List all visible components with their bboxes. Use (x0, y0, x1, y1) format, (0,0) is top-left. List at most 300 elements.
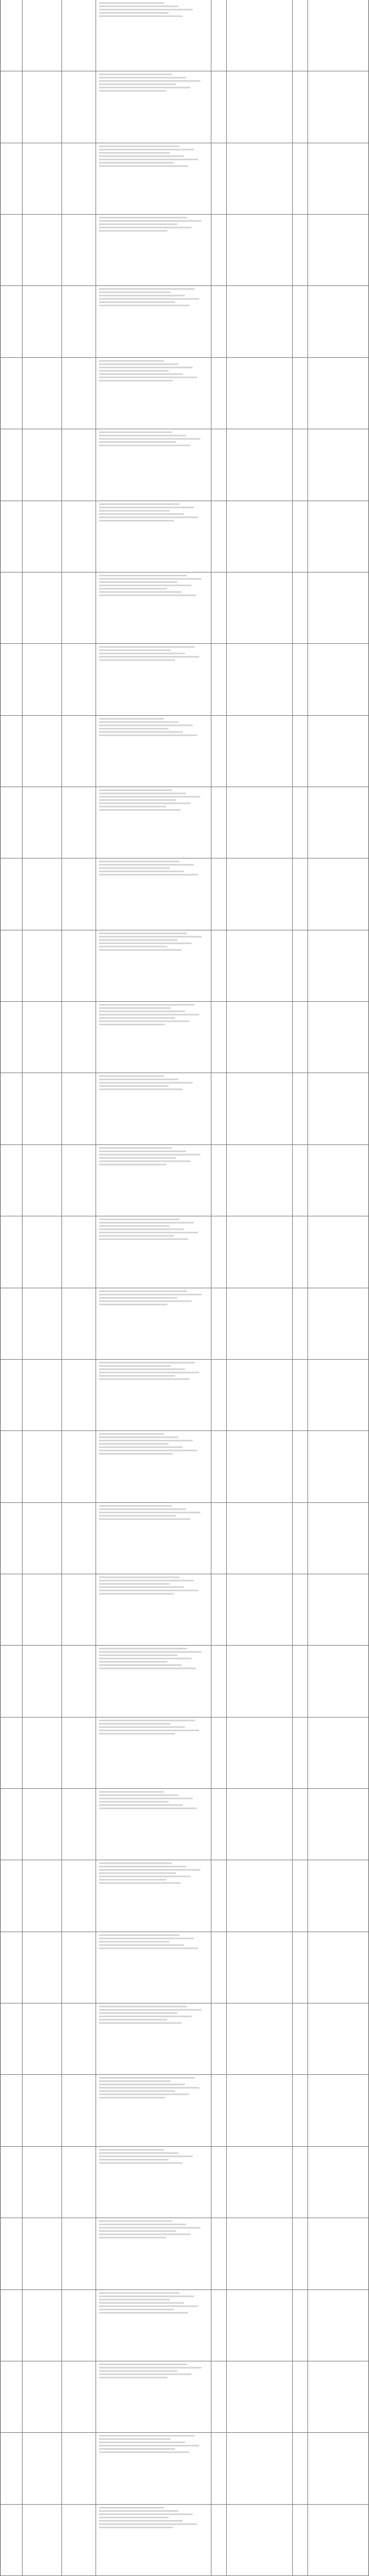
placeholder-line (99, 2022, 182, 2024)
placeholder-line (99, 796, 200, 798)
placeholder-line (99, 1378, 189, 1380)
spacer-cell (227, 2218, 293, 2289)
placeholder-line (99, 1720, 195, 1721)
placeholder-line (99, 1934, 180, 1936)
amount-cell (308, 2218, 369, 2289)
quantity-cell (293, 2003, 308, 2075)
specification-placeholder (96, 0, 211, 19)
specification-placeholder (96, 2218, 211, 2241)
placeholder-line (99, 1723, 171, 1725)
placeholder-line (99, 1222, 194, 1224)
placeholder-line (99, 2448, 175, 2450)
name-cell (62, 0, 96, 71)
quantity-cell (293, 1431, 308, 1502)
code-cell (23, 2505, 62, 2576)
placeholder-line (99, 2445, 199, 2446)
placeholder-line (99, 1576, 180, 1578)
placeholder-line (99, 2377, 167, 2378)
quantity-cell (293, 2290, 308, 2361)
code-cell (23, 787, 62, 858)
specification-placeholder (96, 1002, 211, 1028)
specification-cell (96, 1503, 211, 1574)
code-cell (23, 1932, 62, 2003)
placeholder-line (99, 1794, 178, 1796)
specification-cell (96, 358, 211, 429)
code-cell (23, 2003, 62, 2075)
specification-placeholder (96, 1789, 211, 1811)
amount-cell (308, 143, 369, 215)
placeholder-line (99, 12, 169, 14)
index-cell (1, 644, 23, 715)
quantity-cell (293, 2505, 308, 2576)
placeholder-line (99, 301, 175, 303)
unit-cell (211, 716, 227, 787)
specification-placeholder (96, 286, 211, 308)
amount-cell (308, 2433, 369, 2504)
code-cell (23, 2147, 62, 2218)
index-cell (1, 2505, 23, 2576)
placeholder-line (99, 649, 171, 651)
name-cell (62, 2075, 96, 2146)
placeholder-line (99, 2009, 202, 2011)
placeholder-line (99, 223, 177, 225)
placeholder-line (99, 871, 184, 872)
placeholder-line (99, 1368, 185, 1370)
specification-placeholder (96, 143, 211, 169)
index-cell (1, 1574, 23, 1646)
amount-cell (308, 1431, 369, 1502)
spacer-cell (227, 1718, 293, 1789)
placeholder-line (99, 591, 182, 593)
spacer-cell (227, 286, 293, 357)
spacer-cell (227, 358, 293, 429)
amount-cell (308, 858, 369, 930)
name-cell (62, 358, 96, 429)
placeholder-line (99, 2237, 166, 2238)
code-cell (23, 1646, 62, 1717)
unit-cell (211, 2003, 227, 2075)
placeholder-line (99, 2230, 176, 2232)
specification-placeholder (96, 2433, 211, 2455)
placeholder-line (99, 2233, 191, 2235)
specification-placeholder (96, 573, 211, 598)
placeholder-line (99, 1150, 186, 1152)
placeholder-line (99, 360, 164, 362)
name-cell (62, 1932, 96, 2003)
specification-placeholder (96, 1145, 211, 1168)
placeholder-line (99, 1882, 181, 1884)
index-cell (1, 1002, 23, 1073)
index-cell (1, 1932, 23, 2003)
spacer-cell (227, 2147, 293, 2218)
name-cell (62, 573, 96, 644)
unit-cell (211, 1718, 227, 1789)
quantity-cell (293, 286, 308, 357)
spacer-cell (227, 1932, 293, 2003)
code-cell (23, 0, 62, 71)
name-cell (62, 143, 96, 215)
placeholder-line (99, 1938, 194, 1939)
placeholder-line (99, 155, 184, 157)
placeholder-line (99, 1862, 172, 1864)
code-cell (23, 429, 62, 501)
index-cell (1, 858, 23, 930)
specification-cell (96, 71, 211, 143)
spacer-cell (227, 143, 293, 215)
name-cell (62, 1360, 96, 1431)
placeholder-line (99, 2451, 189, 2453)
placeholder-line (99, 1164, 166, 1165)
amount-cell (308, 716, 369, 787)
specification-cell (96, 930, 211, 1002)
placeholder-line (99, 946, 167, 947)
specification-cell (96, 501, 211, 573)
placeholder-line (99, 2077, 195, 2079)
specification-cell (96, 1860, 211, 1932)
name-cell (62, 1860, 96, 1932)
placeholder-line (99, 520, 174, 521)
name-cell (62, 2433, 96, 2504)
placeholder-line (99, 789, 172, 791)
placeholder-line (99, 2224, 186, 2225)
placeholder-line (99, 2149, 164, 2151)
spacer-cell (227, 644, 293, 715)
spacer-cell (227, 1574, 293, 1646)
spacer-cell (227, 1503, 293, 1574)
specification-placeholder (96, 215, 211, 234)
amount-cell (308, 1216, 369, 1288)
amount-cell (308, 2290, 369, 2361)
placeholder-line (99, 936, 202, 938)
specification-cell (96, 1574, 211, 1646)
placeholder-line (99, 145, 180, 147)
placeholder-line (99, 861, 180, 862)
placeholder-line (99, 1232, 198, 1233)
unit-cell (211, 1288, 227, 1360)
placeholder-line (99, 2302, 184, 2304)
specification-placeholder (96, 1574, 211, 1597)
spacer-cell (227, 501, 293, 573)
index-cell (1, 2147, 23, 2218)
unit-cell (211, 787, 227, 858)
name-cell (62, 787, 96, 858)
name-cell (62, 1503, 96, 1574)
placeholder-line (99, 585, 192, 586)
specification-placeholder (96, 716, 211, 738)
placeholder-line (99, 80, 200, 82)
name-cell (62, 2003, 96, 2075)
index-cell (1, 787, 23, 858)
name-cell (62, 716, 96, 787)
placeholder-line (99, 1014, 199, 1015)
specification-placeholder (96, 2147, 211, 2166)
placeholder-line (99, 728, 169, 729)
code-cell (23, 716, 62, 787)
quantity-cell (293, 1646, 308, 1717)
placeholder-line (99, 1147, 172, 1149)
unit-cell (211, 644, 227, 715)
amount-cell (308, 1073, 369, 1144)
amount-cell (308, 1574, 369, 1646)
index-cell (1, 1288, 23, 1360)
placeholder-line (99, 74, 172, 75)
unit-cell (211, 215, 227, 286)
quantity-cell (293, 215, 308, 286)
unit-cell (211, 2218, 227, 2289)
placeholder-line (99, 867, 170, 869)
placeholder-line (99, 162, 174, 164)
specification-cell (96, 2433, 211, 2504)
code-cell (23, 1574, 62, 1646)
name-cell (62, 1002, 96, 1073)
quantity-cell (293, 1360, 308, 1431)
quantity-cell (293, 2433, 308, 2504)
unit-cell (211, 0, 227, 71)
code-cell (23, 2218, 62, 2289)
placeholder-line (99, 1450, 197, 1451)
specification-placeholder (96, 1503, 211, 1522)
placeholder-line (99, 656, 199, 658)
code-cell (23, 2075, 62, 2146)
placeholder-line (99, 1515, 176, 1517)
spacer-cell (227, 2433, 293, 2504)
amount-cell (308, 573, 369, 644)
placeholder-line (99, 1300, 192, 1302)
quantity-cell (293, 0, 308, 71)
placeholder-line (99, 1872, 176, 1874)
index-cell (1, 716, 23, 787)
unit-cell (211, 1860, 227, 1932)
specification-cell (96, 2003, 211, 2075)
placeholder-line (99, 441, 176, 443)
placeholder-line (99, 1654, 177, 1656)
placeholder-line (99, 1944, 184, 1946)
code-cell (23, 358, 62, 429)
specification-cell (96, 1932, 211, 2003)
name-cell (62, 2218, 96, 2289)
code-cell (23, 215, 62, 286)
quantity-cell (293, 358, 308, 429)
spacer-cell (227, 0, 293, 71)
specification-cell (96, 573, 211, 644)
placeholder-line (99, 2152, 178, 2154)
placeholder-line (99, 1011, 185, 1012)
placeholder-line (99, 380, 173, 381)
placeholder-line (99, 373, 183, 375)
placeholder-line (99, 1436, 178, 1438)
amount-cell (308, 358, 369, 429)
placeholder-line (99, 734, 197, 736)
placeholder-line (99, 227, 192, 228)
specification-cell (96, 2290, 211, 2361)
placeholder-line (99, 799, 176, 801)
specification-placeholder (96, 429, 211, 448)
name-cell (62, 1574, 96, 1646)
specification-placeholder (96, 2003, 211, 2026)
quantity-cell (293, 1002, 308, 1073)
spacer-cell (227, 2505, 293, 2576)
placeholder-line (99, 2159, 169, 2160)
placeholder-line (99, 2517, 169, 2518)
placeholder-line (99, 2016, 192, 2017)
placeholder-line (99, 2296, 194, 2297)
placeholder-line (99, 588, 167, 590)
spacer-cell (227, 573, 293, 644)
index-cell (1, 1360, 23, 1431)
name-cell (62, 1718, 96, 1789)
placeholder-line (99, 1508, 186, 1510)
unit-cell (211, 143, 227, 215)
placeholder-line (99, 1007, 171, 1009)
placeholder-line (99, 2523, 197, 2525)
specification-placeholder (96, 71, 211, 94)
amount-cell (308, 1002, 369, 1073)
code-cell (23, 644, 62, 715)
amount-cell (308, 1145, 369, 1216)
quantity-cell (293, 716, 308, 787)
placeholder-line (99, 1154, 200, 1155)
specification-cell (96, 286, 211, 357)
placeholder-line (99, 1294, 202, 1295)
amount-cell (308, 787, 369, 858)
quantity-cell (293, 429, 308, 501)
placeholder-line (99, 83, 176, 85)
quantity-cell (293, 1073, 308, 1144)
spacer-cell (227, 1431, 293, 1502)
index-cell (1, 1073, 23, 1144)
unit-cell (211, 71, 227, 143)
placeholder-line (99, 594, 196, 596)
placeholder-line (99, 438, 200, 440)
placeholder-line (99, 1075, 164, 1077)
placeholder-line (99, 295, 185, 296)
placeholder-line (99, 793, 186, 794)
code-cell (23, 573, 62, 644)
placeholder-line (99, 646, 195, 648)
placeholder-line (99, 949, 182, 951)
placeholder-line (99, 1730, 199, 1731)
name-cell (62, 1216, 96, 1288)
placeholder-line (99, 2527, 173, 2528)
name-cell (62, 1431, 96, 1502)
amount-cell (308, 286, 369, 357)
placeholder-line (99, 1726, 185, 1728)
specification-placeholder (96, 2290, 211, 2316)
index-cell (1, 1646, 23, 1717)
amount-cell (308, 1503, 369, 1574)
quantity-cell (293, 573, 308, 644)
placeholder-line (99, 1375, 175, 1377)
placeholder-line (99, 1879, 166, 1881)
specification-placeholder (96, 501, 211, 524)
specification-placeholder (96, 644, 211, 663)
index-cell (1, 1145, 23, 1216)
spacer-cell (227, 1646, 293, 1717)
unit-cell (211, 2505, 227, 2576)
spacer-cell (227, 1216, 293, 1288)
placeholder-line (99, 2435, 195, 2437)
code-cell (23, 2433, 62, 2504)
placeholder-line (99, 1733, 175, 1735)
specification-placeholder (96, 1360, 211, 1382)
spacer-cell (227, 2075, 293, 2146)
placeholder-line (99, 149, 194, 150)
amount-cell (308, 1360, 369, 1431)
placeholder-line (99, 1651, 202, 1653)
code-cell (23, 1503, 62, 1574)
index-cell (1, 71, 23, 143)
index-cell (1, 2361, 23, 2433)
placeholder-line (99, 1235, 174, 1237)
quantity-cell (293, 2147, 308, 2218)
placeholder-line (99, 2364, 187, 2365)
code-cell (23, 2290, 62, 2361)
name-cell (62, 2290, 96, 2361)
placeholder-line (99, 1808, 197, 1809)
placeholder-line (99, 2305, 198, 2307)
unit-cell (211, 1789, 227, 1860)
spacer-cell (227, 1288, 293, 1360)
placeholder-line (99, 575, 187, 576)
placeholder-line (99, 806, 166, 807)
placeholder-line (99, 1583, 170, 1585)
placeholder-line (99, 1365, 171, 1367)
index-cell (1, 1503, 23, 1574)
specification-cell (96, 2147, 211, 2218)
placeholder-line (99, 1082, 193, 1084)
name-cell (62, 1789, 96, 1860)
placeholder-line (99, 1290, 187, 1292)
placeholder-line (99, 445, 191, 446)
amount-cell (308, 71, 369, 143)
placeholder-line (99, 2367, 202, 2369)
placeholder-line (99, 1024, 165, 1025)
unit-cell (211, 286, 227, 357)
spacer-cell (227, 215, 293, 286)
placeholder-line (99, 1433, 164, 1435)
code-cell (23, 1073, 62, 1144)
placeholder-line (99, 1664, 182, 1666)
placeholder-line (99, 2309, 174, 2310)
index-cell (1, 573, 23, 644)
placeholder-line (99, 2373, 192, 2375)
placeholder-line (99, 578, 202, 580)
placeholder-line (99, 377, 197, 378)
placeholder-line (99, 1238, 188, 1240)
amount-cell (308, 1646, 369, 1717)
amount-cell (308, 1288, 369, 1360)
placeholder-line (99, 2438, 171, 2440)
placeholder-line (99, 1518, 191, 1520)
unit-cell (211, 1216, 227, 1288)
quantity-cell (293, 1932, 308, 2003)
index-cell (1, 1789, 23, 1860)
quantity-cell (293, 1574, 308, 1646)
specification-placeholder (96, 858, 211, 878)
placeholder-line (99, 517, 198, 518)
placeholder-line (99, 513, 184, 515)
quantity-cell (293, 501, 308, 573)
specification-placeholder (96, 1860, 211, 1886)
placeholder-line (99, 2006, 187, 2007)
index-cell (1, 429, 23, 501)
quantity-cell (293, 143, 308, 215)
specification-cell (96, 215, 211, 286)
placeholder-line (99, 217, 187, 218)
unit-cell (211, 2290, 227, 2361)
specification-cell (96, 1360, 211, 1431)
placeholder-line (99, 2012, 177, 2014)
